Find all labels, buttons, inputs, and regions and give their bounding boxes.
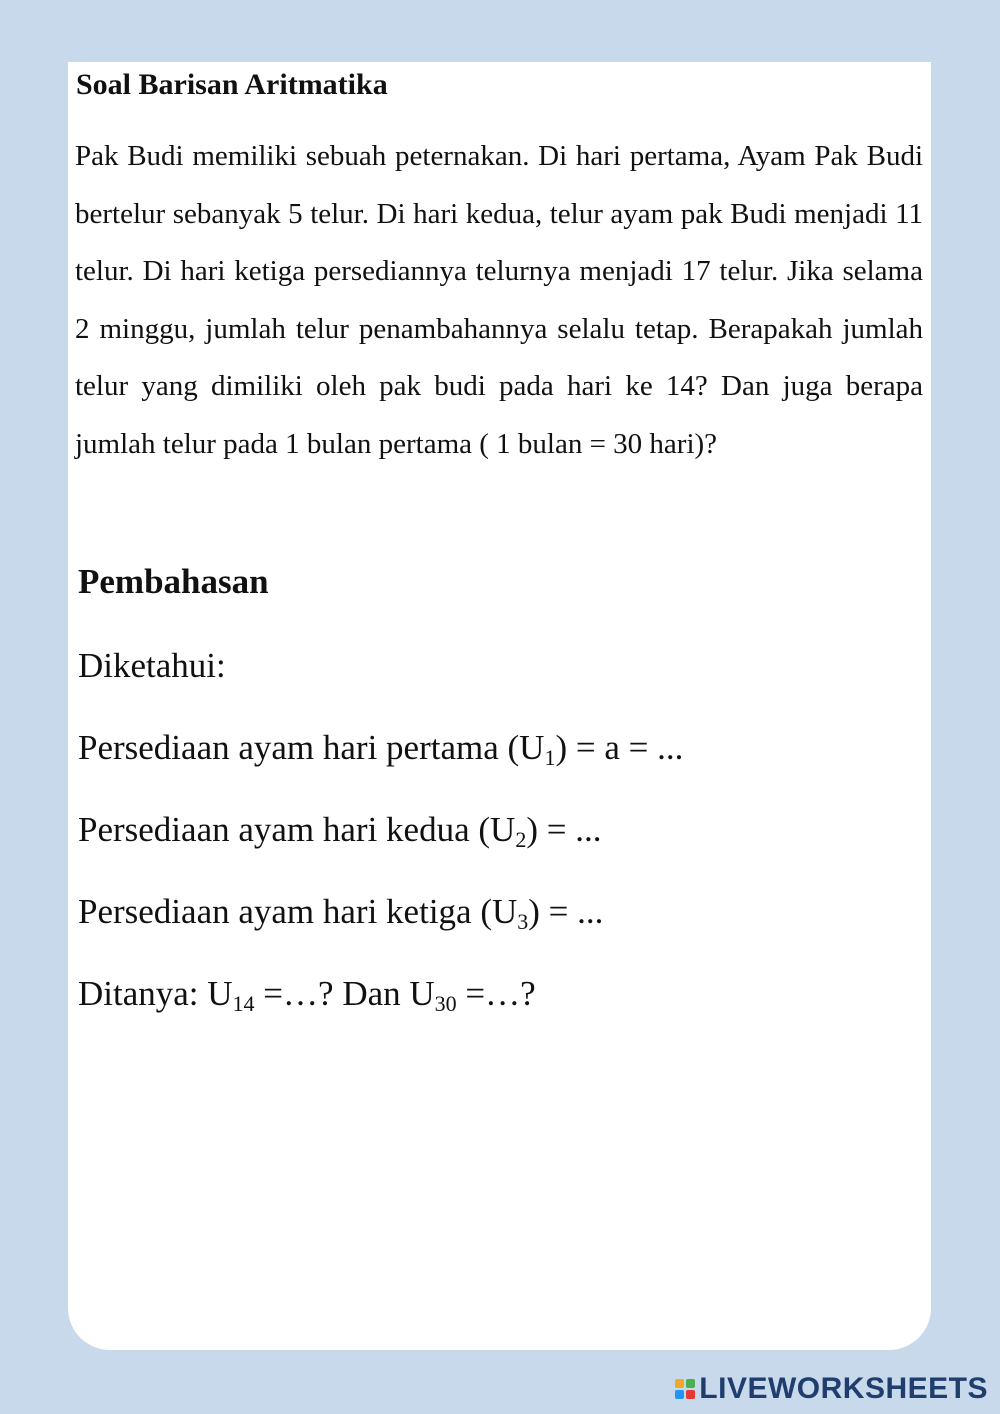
ditanya-text-c: =…?: [456, 974, 536, 1013]
soal-body: Pak Budi memiliki sebuah peternakan. Di hari pertama, Ayam Pak Budi bertelur sebanyak 5 telur. Di hari kedua, telur ayam pak Budi menjadi 11 telur. Di hari ketiga persediannya telurnya menjadi 17 telur. Jika selama 2 minggu, jumlah telur penambahannya selalu tetap. Berapakah jumlah telur yang dimiliki oleh pak budi pada hari ke 14? Dan juga berapa jumlah telur pada 1 bulan pertama ( 1 bulan = 30 hari)?: [75, 140, 923, 460]
ditanya-sub-30: 30: [434, 991, 457, 1016]
diketahui-label: Diketahui:: [78, 646, 226, 685]
logo-square-4: [686, 1390, 695, 1399]
liveworksheets-logo-icon: [675, 1379, 695, 1399]
u3-text: Persediaan ayam hari ketiga (U: [78, 892, 518, 931]
ditanya-text-b: =…? Dan U: [254, 974, 435, 1013]
pembahasan-title: Pembahasan: [78, 562, 269, 601]
brand-name: LIVEWORKSHEETS: [699, 1372, 988, 1405]
ditanya-sub-14: 14: [232, 991, 255, 1016]
u2-sub: 2: [515, 827, 527, 852]
u2-text: Persediaan ayam hari kedua (U: [78, 810, 516, 849]
u1-rest: ) = a = ...: [555, 728, 684, 767]
u2-rest: ) = ...: [526, 810, 602, 849]
u1-line: [78, 728, 683, 771]
u1-text: Persediaan ayam hari pertama (U: [78, 728, 545, 767]
logo-square-1: [675, 1379, 684, 1388]
logo-square-2: [686, 1379, 695, 1388]
u3-rest: ) = ...: [528, 892, 604, 931]
u3-line: [78, 892, 603, 935]
liveworksheets-brand[interactable]: [675, 1372, 988, 1406]
ditanya-line: [78, 974, 536, 1017]
u2-line: [78, 810, 601, 853]
ditanya-text-a: Ditanya: U: [78, 974, 233, 1013]
worksheet-card: [68, 62, 931, 1350]
soal-title: Soal Barisan Aritmatika: [76, 68, 388, 101]
u3-sub: 3: [517, 909, 529, 934]
u1-sub: 1: [544, 745, 556, 770]
logo-square-3: [675, 1390, 684, 1399]
